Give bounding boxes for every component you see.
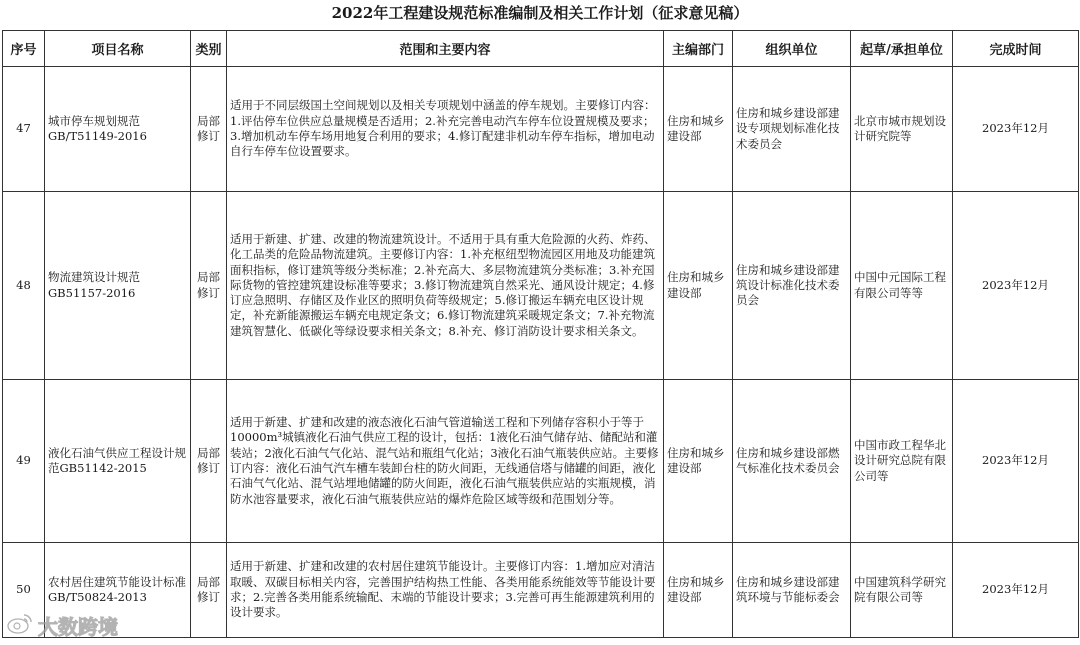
weibo-style-logo-icon bbox=[6, 611, 34, 639]
row-name: 农村居住建筑节能设计标准GB/T50824-2013 bbox=[45, 543, 191, 638]
header-dept: 主编部门 bbox=[664, 31, 733, 67]
watermark bbox=[6, 610, 118, 640]
header-row bbox=[3, 31, 1079, 67]
row-name: 城市停车规划规范GB/T51149-2016 bbox=[45, 67, 191, 192]
header-drafter: 起草/承担单位 bbox=[851, 31, 953, 67]
row-dept: 住房和城乡建设部 bbox=[664, 543, 733, 638]
row-content: 适用于新建、扩建和改建的农村居住建筑节能设计。主要修订内容：1.增加应对清洁取暖、双碳目标相关内容，完善围护结构热工性能、各类用能系统能效等节能设计要求；2.完善各类用能系统输配、末端的节能设计要求；3.完善可再生能源建筑利用的设计要求。 bbox=[227, 543, 664, 638]
row-category: 局部修订 bbox=[191, 380, 227, 543]
row-no: 50 bbox=[3, 543, 45, 638]
row-drafter: 中国建筑科学研究院有限公司等 bbox=[851, 543, 953, 638]
row-org: 住房和城乡建设部燃气标准化技术委员会 bbox=[733, 380, 851, 543]
row-dept: 住房和城乡建设部 bbox=[664, 380, 733, 543]
row-time: 2023年12月 bbox=[953, 192, 1079, 380]
header-org: 组织单位 bbox=[733, 31, 851, 67]
row-category: 局部修订 bbox=[191, 192, 227, 380]
row-time: 2023年12月 bbox=[953, 67, 1079, 192]
plan-table bbox=[2, 30, 1079, 638]
row-time: 2023年12月 bbox=[953, 543, 1079, 638]
row-drafter: 中国市政工程华北设计研究总院有限公司等 bbox=[851, 380, 953, 543]
header-name: 项目名称 bbox=[45, 31, 191, 67]
row-drafter: 中国中元国际工程有限公司等等 bbox=[851, 192, 953, 380]
table-row bbox=[3, 543, 1079, 638]
watermark-text: 大数跨境 bbox=[38, 614, 118, 639]
header-time: 完成时间 bbox=[953, 31, 1079, 67]
table-row bbox=[3, 67, 1079, 192]
row-name: 物流建筑设计规范GB51157-2016 bbox=[45, 192, 191, 380]
row-dept: 住房和城乡建设部 bbox=[664, 192, 733, 380]
row-content: 适用于不同层级国土空间规划以及相关专项规划中涵盖的停车规划。主要修订内容：1.评估停车位供应总量规模是否适用；2.补充完善电动汽车停车位设置规模及要求；3.增加机动车停车场用地复合利用的要求；4.修订配建非机动车停车指标，增加电动自行车停车位设置要求。 bbox=[227, 67, 664, 192]
row-org: 住房和城乡建设部建筑环境与节能标委会 bbox=[733, 543, 851, 638]
row-org: 住房和城乡建设部建设专项规划标准化技术委员会 bbox=[733, 67, 851, 192]
row-no: 49 bbox=[3, 380, 45, 543]
header-category: 类别 bbox=[191, 31, 227, 67]
row-no: 47 bbox=[3, 67, 45, 192]
row-content: 适用于新建、扩建、改建的物流建筑设计。不适用于具有重大危险源的火药、炸药、化工品类的危险品物流建筑。主要修订内容：1.补充枢纽型物流园区用地及功能建筑面积指标，修订建筑等级分类标准；2.补充高大、多层物流建筑分类标准；3.补充国际货物的管控建筑建设标准等要求；3.修订物流建筑自然采光、通风设计规定；4.修订应急照明、存储区及作业区的照明负荷等级规定；5.修订搬运车辆充电区设计规定，补充新能源搬运车辆充电规定条文；6.修订物流建筑采暖规定条文；7.补充物流建筑智慧化、低碳化等绿设要求相关条文；8.补充、修订消防设计要求相关条文。 bbox=[227, 192, 664, 380]
header-no: 序号 bbox=[3, 31, 45, 67]
row-drafter: 北京市城市规划设计研究院等 bbox=[851, 67, 953, 192]
row-content: 适用于新建、扩建和改建的液态液化石油气管道输送工程和下列储存容积小于等于10000m³城镇液化石油气供应工程的设计，包括：1液化石油气储存站、储配站和灌装站；2液化石油气气化站、混气站和瓶组气化站；3液化石油气瓶装供应站。主要修订内容：液化石油气汽车槽车装卸台柱的防火间距，无线通信塔与储罐的间距，液化石油气气化站、混气站埋地储罐的防火间距，液化石油气瓶装供应站的实瓶规模，消防水池容量要求，液化石油气瓶装供应站的爆炸危险区域等级和范围划分等。 bbox=[227, 380, 664, 543]
table-row bbox=[3, 192, 1079, 380]
row-time: 2023年12月 bbox=[953, 380, 1079, 543]
row-category: 局部修订 bbox=[191, 67, 227, 192]
row-org: 住房和城乡建设部建筑设计标准化技术委员会 bbox=[733, 192, 851, 380]
row-dept: 住房和城乡建设部 bbox=[664, 67, 733, 192]
row-category: 局部修订 bbox=[191, 543, 227, 638]
page-title: 2022年工程建设规范标准编制及相关工作计划（征求意见稿） bbox=[331, 4, 749, 22]
header-content: 范围和主要内容 bbox=[227, 31, 664, 67]
row-name: 液化石油气供应工程设计规范GB51142-2015 bbox=[45, 380, 191, 543]
table-row bbox=[3, 380, 1079, 543]
row-no: 48 bbox=[3, 192, 45, 380]
